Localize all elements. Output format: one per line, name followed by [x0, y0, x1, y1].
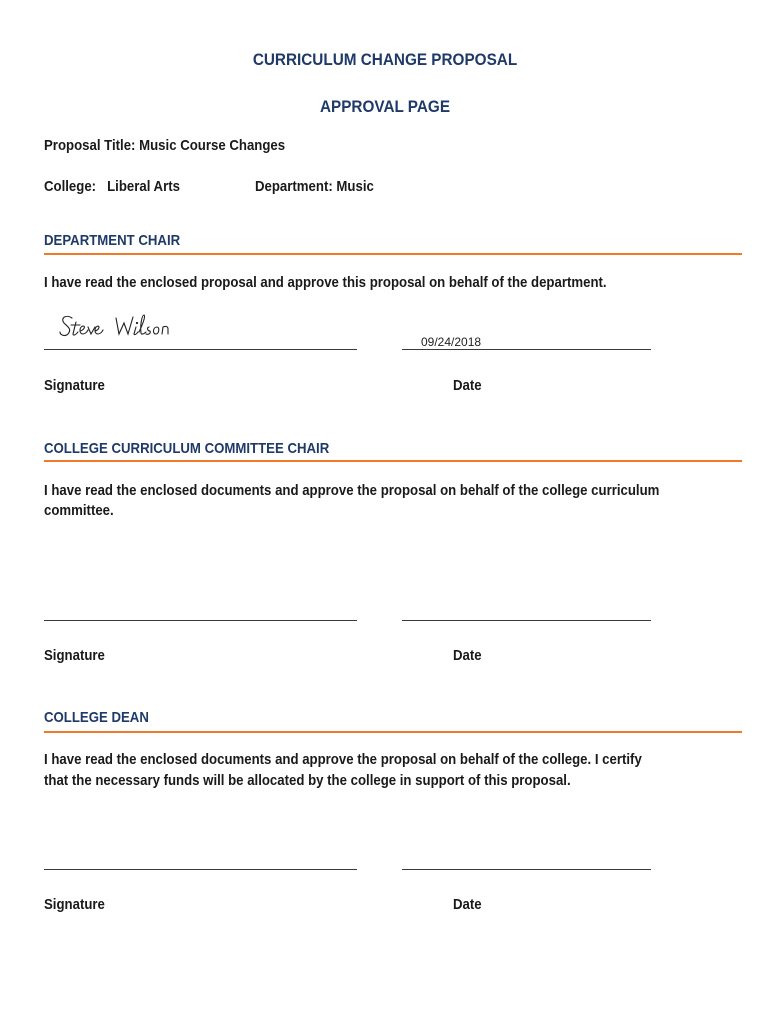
date-label: Date: [453, 377, 482, 394]
department-chair-heading: DEPARTMENT CHAIR: [44, 232, 181, 249]
committee-chair-statement-line2: committee.: [44, 502, 114, 519]
document-title: CURRICULUM CHANGE PROPOSAL: [252, 50, 518, 69]
proposal-title-value: Music Course Changes: [139, 137, 286, 154]
signature-label: Signature: [44, 647, 105, 664]
department-chair-statement: I have read the enclosed proposal and approve this proposal on behalf of the department.: [44, 274, 607, 291]
signature-label: Signature: [44, 377, 105, 394]
signature-line[interactable]: [44, 620, 357, 621]
committee-chair-statement-line1: I have read the enclosed documents and approve the proposal on behalf of the college curriculum: [44, 482, 660, 499]
college-dean-statement-line2: that the necessary funds will be allocated by the college in support of this proposal.: [44, 772, 571, 789]
signature-line[interactable]: [44, 349, 357, 350]
date-value: 09/24/2018: [421, 335, 482, 349]
committee-chair-heading: COLLEGE CURRICULUM COMMITTEE CHAIR: [44, 440, 330, 457]
college-value: Liberal Arts: [107, 178, 180, 195]
proposal-title-label: Proposal Title:: [44, 137, 136, 154]
document-subtitle: APPROVAL PAGE: [319, 97, 451, 116]
signature-label: Signature: [44, 896, 105, 913]
date-line[interactable]: [402, 349, 651, 350]
date-label: Date: [453, 896, 482, 913]
college-label: College:: [44, 178, 97, 195]
proposal-title-row: [44, 137, 285, 154]
section-divider: [44, 253, 742, 255]
college-row: [44, 178, 180, 195]
department-row: [255, 178, 374, 195]
signature-image: [58, 310, 198, 344]
college-dean-heading: COLLEGE DEAN: [44, 709, 149, 726]
date-line[interactable]: [402, 869, 651, 870]
department-value: Music: [336, 178, 374, 195]
department-label: Department:: [255, 178, 333, 195]
date-label: Date: [453, 647, 482, 664]
signature-line[interactable]: [44, 869, 357, 870]
section-divider: [44, 731, 742, 733]
college-dean-statement-line1: I have read the enclosed documents and approve the proposal on behalf of the college. I certify: [44, 751, 642, 768]
date-line[interactable]: [402, 620, 651, 621]
section-divider: [44, 460, 742, 462]
